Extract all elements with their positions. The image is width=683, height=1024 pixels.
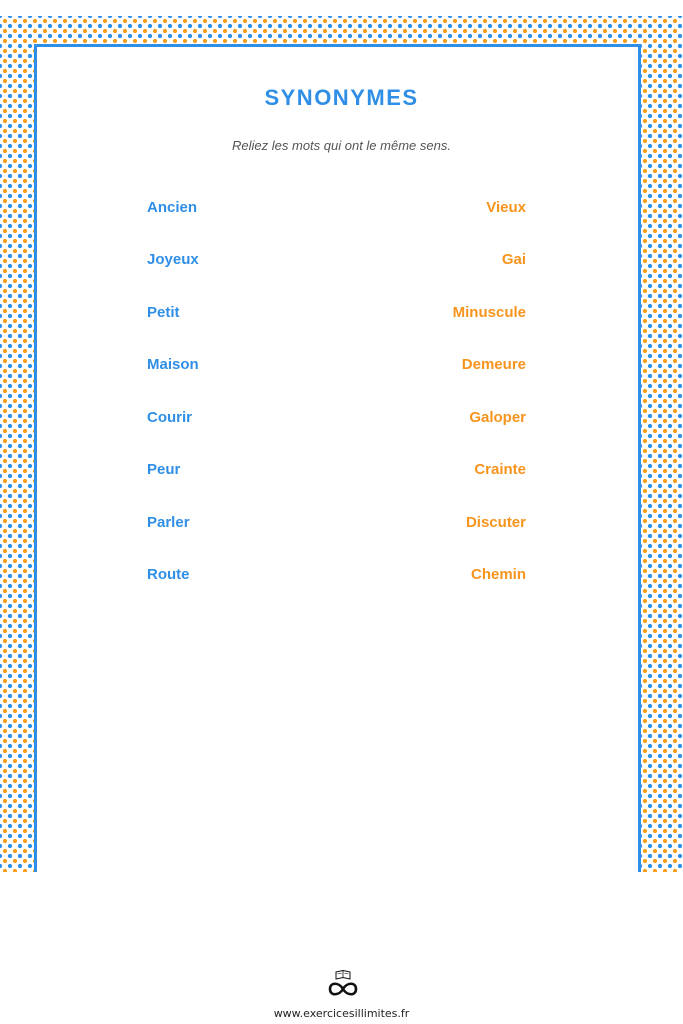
word-pair-row: [147, 302, 526, 322]
right-word: Demeure: [461, 355, 526, 373]
left-word: Maison: [147, 355, 199, 373]
right-word: Discuter: [465, 513, 526, 531]
right-word: Crainte: [474, 460, 526, 478]
instruction-text: Reliez les mots qui ont le même sens.: [232, 138, 451, 153]
left-word: Petit: [147, 303, 180, 321]
worksheet-sheet: [34, 44, 641, 872]
left-word: Courir: [147, 408, 192, 426]
word-pair-row: [147, 197, 526, 217]
left-word: Ancien: [147, 198, 198, 216]
footer-url: www.exercicesillimites.fr: [273, 1007, 410, 1020]
left-word: Peur: [147, 460, 181, 478]
right-word: Minuscule: [452, 303, 526, 321]
word-pair-row: [147, 354, 526, 374]
left-word: Joyeux: [147, 250, 199, 268]
infinity-book-icon: [326, 970, 360, 1000]
right-word: Galoper: [469, 408, 526, 426]
page-title: SYNONYMES: [264, 85, 419, 110]
word-pair-row: [147, 512, 526, 532]
right-word: Vieux: [486, 198, 526, 216]
word-pair-row: [147, 249, 526, 269]
left-word: Route: [147, 565, 190, 583]
left-word: Parler: [147, 513, 190, 531]
word-pair-row: [147, 407, 526, 427]
right-word: Chemin: [470, 565, 526, 583]
word-pair-row: [147, 459, 526, 479]
word-pair-row: [147, 564, 526, 584]
right-word: Gai: [501, 250, 526, 268]
